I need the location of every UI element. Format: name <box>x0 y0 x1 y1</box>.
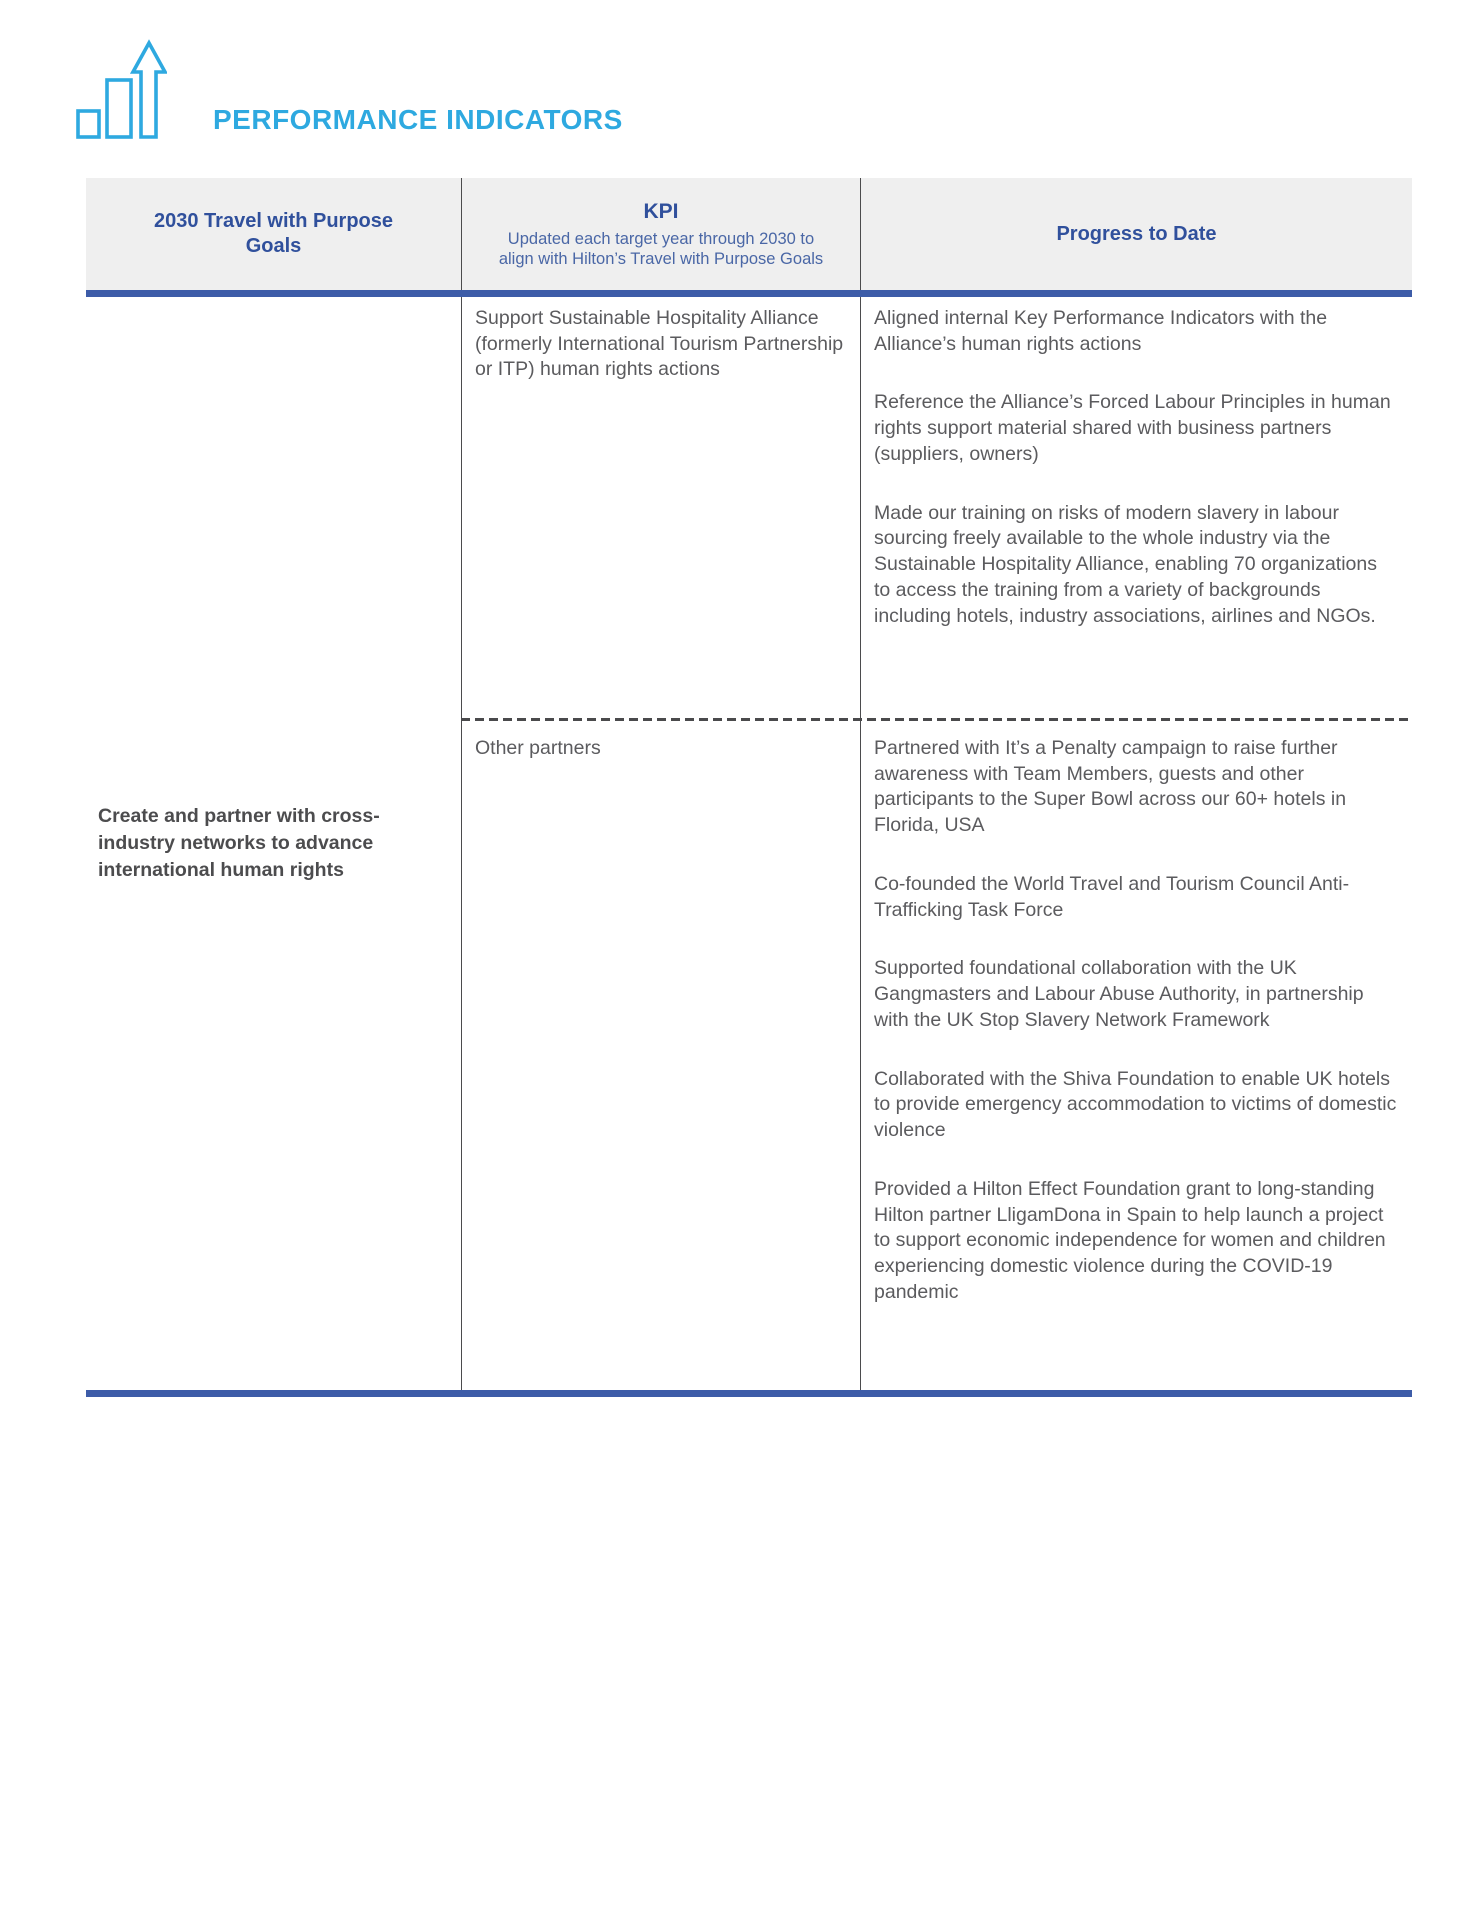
page-title: PERFORMANCE INDICATORS <box>213 104 623 135</box>
progress-item: Aligned internal Key Performance Indicators with the Alliance’s human rights actions <box>874 307 1328 355</box>
column-header-progress-title: Progress to Date <box>1056 222 1217 245</box>
progress-cell-row1 <box>861 297 1412 720</box>
table-body <box>86 297 1412 1397</box>
column-header-kpi <box>461 178 860 290</box>
kpi-cell-row1: Support Sustainable Hospitality Alliance (formerly International Tourism Partnership or ITP) human rights actions <box>475 307 844 381</box>
goal-text: Create and partner with cross-industry networks to advance international human rights <box>98 805 380 881</box>
column-header-kpi-subtitle: Updated each target year through 2030 to align with Hilton’s Travel with Purpose Goals <box>498 229 824 268</box>
goal-cell <box>86 297 461 1390</box>
column-header-goals <box>86 178 461 290</box>
column-header-goals-title: 2030 Travel with Purpose Goals <box>154 210 393 257</box>
table-header-row <box>86 178 1412 297</box>
progress-item: Partnered with It’s a Penalty campaign to raise further awareness with Team Members, guests and other participants to the Super Bowl across our 60+ hotels in Florida, USA <box>874 737 1347 837</box>
column-header-progress <box>860 178 1412 290</box>
column-header-kpi-title: KPI <box>643 200 679 224</box>
progress-column <box>860 297 1412 1390</box>
bar-chart-growth-icon <box>75 38 167 140</box>
progress-item: Supported foundational collaboration with the UK Gangmasters and Labour Abuse Authority, in partnership with the UK Stop Slavery Network Framework <box>874 957 1364 1031</box>
kpi-cell-row2: Other partners <box>475 737 601 759</box>
progress-item: Reference the Alliance’s Forced Labour Principles in human rights support material shared with business partners (suppliers, owners) <box>874 391 1391 465</box>
progress-item: Provided a Hilton Effect Foundation grant to long-standing Hilton partner LligamDona in Spain to help launch a project to support economic independence for women and children experiencing domestic violence during the COVID-19 pandemic <box>874 1177 1386 1303</box>
performance-indicators-table <box>86 178 1412 1397</box>
page-header <box>75 38 623 140</box>
progress-cell-row2 <box>861 720 1412 1305</box>
progress-item: Made our training on risks of modern slavery in labour sourcing freely available to the whole industry via the Sustainable Hospitality Alliance, enabling 70 organizations to access the training from a variety of backgrounds including hotels, industry associations, airlines and NGOs. <box>874 501 1377 627</box>
progress-item: Collaborated with the Shiva Foundation to enable UK hotels to provide emergency accommodation to victims of domestic violence <box>874 1067 1397 1142</box>
dashed-row-divider <box>461 718 1412 721</box>
kpi-column <box>461 297 860 1390</box>
progress-item: Co-founded the World Travel and Tourism Council Anti-Trafficking Task Force <box>874 872 1350 921</box>
